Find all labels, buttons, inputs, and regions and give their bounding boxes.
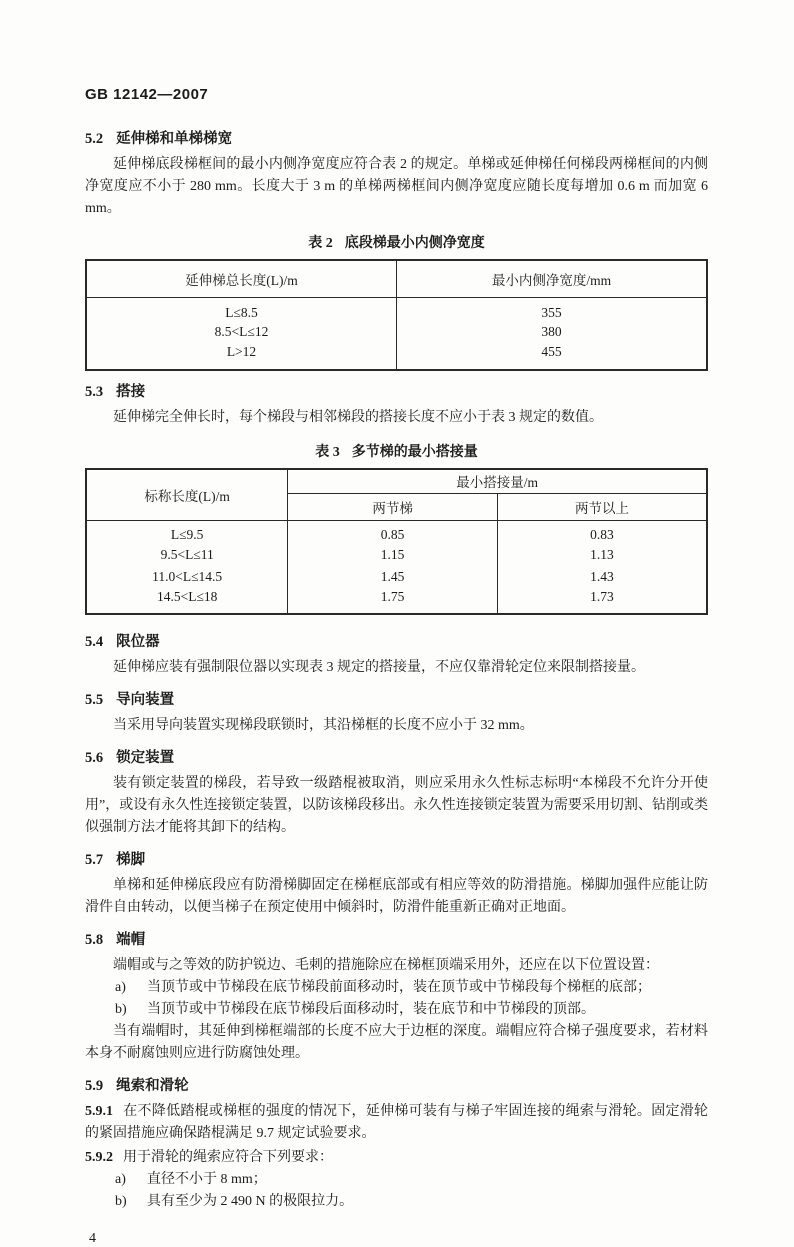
list-item-text: 当顶节或中节梯段在底节梯段后面移动时，装在底节和中节梯段的顶部。 xyxy=(147,1002,595,1017)
list-item-text: 具有至少为 2 490 N 的极限拉力。 xyxy=(147,1194,354,1209)
section-number: 5.3 xyxy=(85,383,104,400)
table-row xyxy=(86,588,707,614)
table2-col2-header: 最小内侧净宽度/mm xyxy=(397,260,708,297)
paragraph-5-3: 延伸梯完全伸长时，每个梯段与相邻梯段的搭接长度不应小于表 3 规定的数值。 xyxy=(113,409,603,425)
section-title: 端帽 xyxy=(116,932,146,948)
section-number: 5.4 xyxy=(85,634,104,650)
list-item-a xyxy=(115,977,708,999)
section-number: 5.5 xyxy=(85,692,104,708)
list-item-label: b) xyxy=(115,1002,127,1017)
table3-header-row-1 xyxy=(86,469,707,494)
clause-text: 在不降低踏棍或梯框的强度的情况下，延伸梯可装有与梯子牢固连接的绳索与滑轮。固定滑轮的紧固措施应确保踏棍满足 9.7 规定试验要求。 xyxy=(85,1104,708,1141)
table2-range-cell: L>12 xyxy=(226,343,257,359)
table3-subheader-more: 两节以上 xyxy=(497,494,707,521)
table2-header-row xyxy=(86,260,707,297)
paragraph-5-5: 当采用导向装置实现梯段联锁时，其沿梯框的长度不应小于 32 mm。 xyxy=(113,718,534,733)
list-item-text: 当顶节或中节梯段在底节梯段前面移动时，装在顶节或中节梯段每个梯框的底部； xyxy=(147,980,651,995)
table3-range-cell: 14.5<L≤18 xyxy=(156,589,218,604)
clause-5-9-1 xyxy=(85,1101,708,1145)
table-row xyxy=(86,297,707,322)
section-number: 5.8 xyxy=(85,932,104,948)
table3-more-cell: 0.83 xyxy=(497,521,707,545)
table-row xyxy=(86,566,707,588)
clause-number: 5.9.2 xyxy=(85,1150,113,1165)
paragraph-5-2: 延伸梯底段梯框间的最小内侧净宽度应符合表 2 的规定。单梯或延伸梯任何梯段两梯框间的内侧净宽度应不小于 280 mm。长度大于 3 m 的单梯两梯框间内侧净宽度应随长度每增加 0.6 m 而加宽 6 mm。 xyxy=(85,157,708,216)
table-row xyxy=(86,343,707,370)
list-item-label: a) xyxy=(115,1172,126,1187)
section-heading-5-6 xyxy=(85,748,708,768)
table3-range-cell: 11.0<L≤14.5 xyxy=(152,569,223,584)
table2 xyxy=(85,259,708,371)
list-item-text: 直径不小于 8 mm； xyxy=(147,1172,267,1187)
list-item-b xyxy=(115,999,708,1021)
section-title: 绳索和滑轮 xyxy=(116,1078,189,1094)
table3-more-cell: 1.43 xyxy=(497,566,707,588)
table3-caption xyxy=(85,441,708,461)
table2-width-cell: 380 xyxy=(397,322,708,343)
table3-group-header: 最小搭接量/m xyxy=(288,469,707,494)
section-title: 搭接 xyxy=(116,383,146,400)
table3-subheader-two: 两节梯 xyxy=(288,494,498,521)
table3-two-cell: 0.85 xyxy=(288,521,498,545)
section-number: 5.2 xyxy=(85,131,104,147)
table3 xyxy=(85,468,708,616)
table2-width-cell: 455 xyxy=(397,343,708,370)
section-number: 5.9 xyxy=(85,1078,104,1094)
list-item-a xyxy=(115,1169,708,1191)
paragraph-5-6: 装有锁定装置的梯段，若导致一级踏棍被取消，则应采用永久性标志标明“本梯段不允许分开使用”，或设有永久性连接锁定装置，以防该梯段移出。永久性连接锁定装置为需要采用切割、钻削或类似强制方法才能将其卸下的结构。 xyxy=(85,776,708,835)
table3-two-cell: 1.75 xyxy=(288,588,498,614)
table-row xyxy=(86,521,707,545)
standard-number-header: GB 12142—2007 xyxy=(85,86,209,103)
paragraph-5-8: 端帽或与之等效的防护锐边、毛刺的措施除应在梯框顶端采用外，还应在以下位置设置： xyxy=(113,958,659,973)
section-title: 延伸梯和单梯梯宽 xyxy=(116,131,233,147)
section-number: 5.6 xyxy=(85,750,104,766)
table2-width-cell: 355 xyxy=(397,297,708,322)
table2-caption-label: 表 2 xyxy=(308,236,333,251)
table3-range-cell: L≤9.5 xyxy=(170,527,204,542)
table2-range-cell: L≤8.5 xyxy=(225,304,258,320)
paragraph-5-7: 单梯和延伸梯底段应有防滑梯脚固定在梯框底部或有相应等效的防滑措施。梯脚加强件应能让防滑件自由转动，以便当梯子在预定使用中倾斜时，防滑件能重新正确对正地面。 xyxy=(85,878,708,915)
table3-more-cell: 1.73 xyxy=(497,588,707,614)
clause-text: 用于滑轮的绳索应符合下列要求： xyxy=(123,1150,333,1165)
paragraph-5-4: 延伸梯应装有强制限位器以实现表 3 规定的搭接量，不应仅靠滑轮定位来限制搭接量。 xyxy=(113,660,645,675)
clause-5-9-2 xyxy=(85,1147,708,1169)
list-item-b xyxy=(115,1191,708,1213)
list-item-label: a) xyxy=(115,980,126,995)
table3-two-cell: 1.45 xyxy=(288,566,498,588)
section-number: 5.7 xyxy=(85,852,104,868)
section-heading-5-4 xyxy=(85,632,708,652)
table3-col1-header: 标称长度(L)/m xyxy=(86,469,288,521)
section-heading-5-8 xyxy=(85,930,708,950)
page-number: 4 xyxy=(89,1231,96,1246)
table3-more-cell: 1.13 xyxy=(497,544,707,566)
section-title: 限位器 xyxy=(116,634,160,650)
table3-range-cell: 9.5<L≤11 xyxy=(160,547,214,562)
section-title: 梯脚 xyxy=(116,852,146,868)
list-item-label: b) xyxy=(115,1194,127,1209)
section-title: 锁定装置 xyxy=(116,750,175,766)
table3-caption-label: 表 3 xyxy=(315,444,340,460)
table3-caption-title: 多节梯的最小搭接量 xyxy=(351,444,478,460)
paragraph-5-8-end: 当有端帽时，其延伸到梯框端部的长度不应大于边框的深度。端帽应符合梯子强度要求，若材料本身不耐腐蚀则应进行防腐蚀处理。 xyxy=(85,1024,708,1061)
clause-number: 5.9.1 xyxy=(85,1104,113,1119)
section-heading-5-5 xyxy=(85,690,708,710)
table2-col1-header: 延伸梯总长度(L)/m xyxy=(86,260,397,297)
table3-two-cell: 1.15 xyxy=(288,544,498,566)
section-heading-5-9 xyxy=(85,1076,708,1096)
table2-caption xyxy=(85,232,708,252)
section-heading-5-3 xyxy=(85,382,708,402)
table2-caption-title: 底段梯最小内侧净宽度 xyxy=(344,236,485,251)
section-heading-5-2 xyxy=(85,129,708,149)
section-heading-5-7 xyxy=(85,850,708,870)
table2-range-cell: 8.5<L≤12 xyxy=(214,324,269,339)
section-title: 导向装置 xyxy=(116,692,175,708)
table-row xyxy=(86,544,707,566)
table-row xyxy=(86,322,707,343)
